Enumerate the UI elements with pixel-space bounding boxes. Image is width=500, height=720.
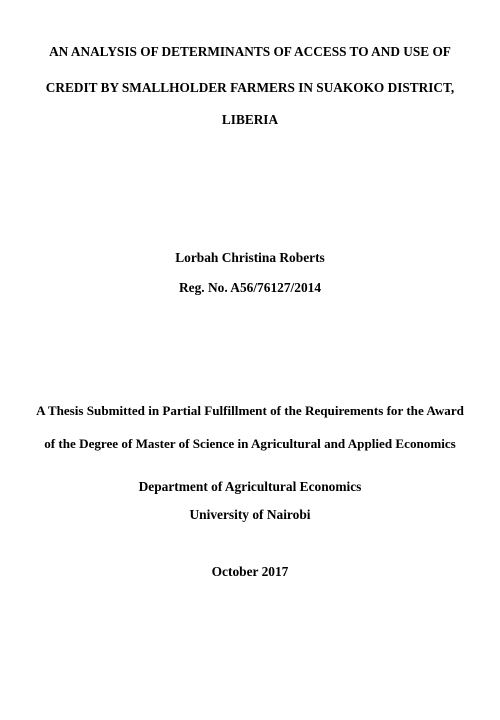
department-name: Department of Agricultural Economics <box>138 479 362 494</box>
thesis-title-line-2: CREDIT BY SMALLHOLDER FARMERS IN SUAKOKO DISTRICT, <box>45 80 455 95</box>
submission-statement-line-2: of the Degree of Master of Science in Agricultural and Applied Economics <box>44 436 456 451</box>
submission-statement-line-1: A Thesis Submitted in Partial Fulfillment of the Requirements for the Award <box>36 403 464 418</box>
thesis-title-line-1: AN ANALYSIS OF DETERMINANTS OF ACCESS TO AND USE OF <box>49 44 451 59</box>
author-name: Lorbah Christina Roberts <box>175 250 325 265</box>
submission-date: October 2017 <box>211 564 289 579</box>
thesis-title-line-3: LIBERIA <box>221 112 279 127</box>
registration-number: Reg. No. A56/76127/2014 <box>178 280 322 295</box>
university-name: University of Nairobi <box>189 507 311 522</box>
